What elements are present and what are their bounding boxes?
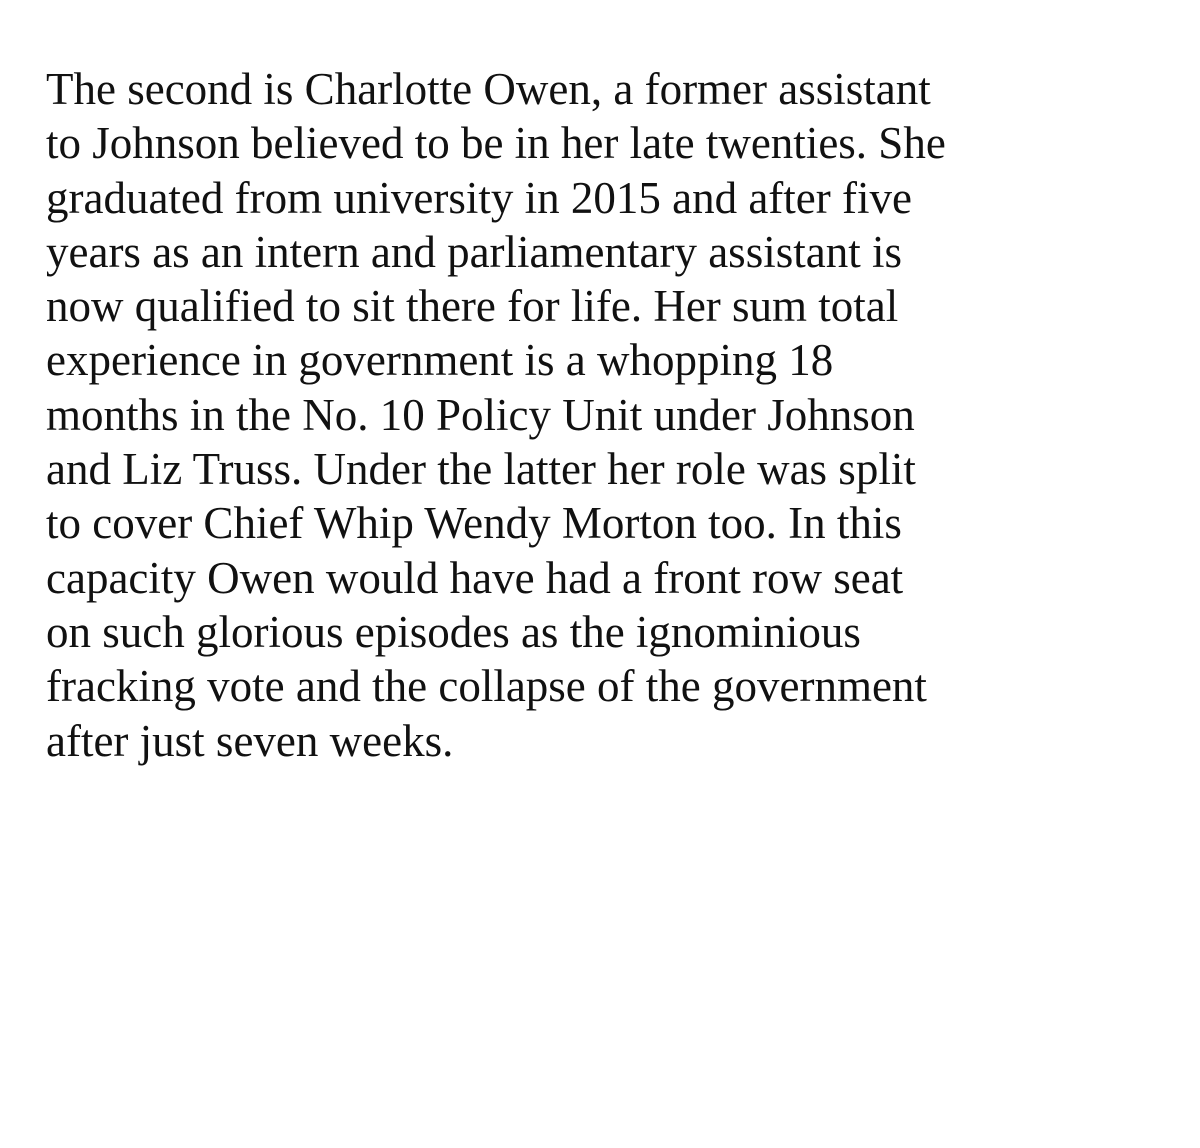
paragraph-line: after just seven weeks. [46,715,454,766]
paragraph-line: capacity Owen would have had a front row seat [46,552,904,603]
paragraph-line: to Johnson believed to be in her late twenties. She [46,118,946,169]
paragraph-line: fracking vote and the collapse of the government [46,661,927,712]
article-paragraph [46,62,1166,768]
paragraph-line: graduated from university in 2015 and after five [46,172,912,223]
paragraph-line: on such glorious episodes as the ignominious [46,606,861,657]
paragraph-line: The second is Charlotte Owen, a former assistant [46,64,931,114]
paragraph-line: and Liz Truss. Under the latter her role was split [46,444,916,495]
paragraph-line: experience in government is a whopping 18 [46,335,834,386]
paragraph-line: now qualified to sit there for life. Her sum total [46,281,899,332]
paragraph-line: years as an intern and parliamentary assistant is [46,226,902,277]
paragraph-line: to cover Chief Whip Wendy Morton too. In this [46,498,902,549]
paragraph-line: months in the No. 10 Policy Unit under Johnson [46,389,915,440]
